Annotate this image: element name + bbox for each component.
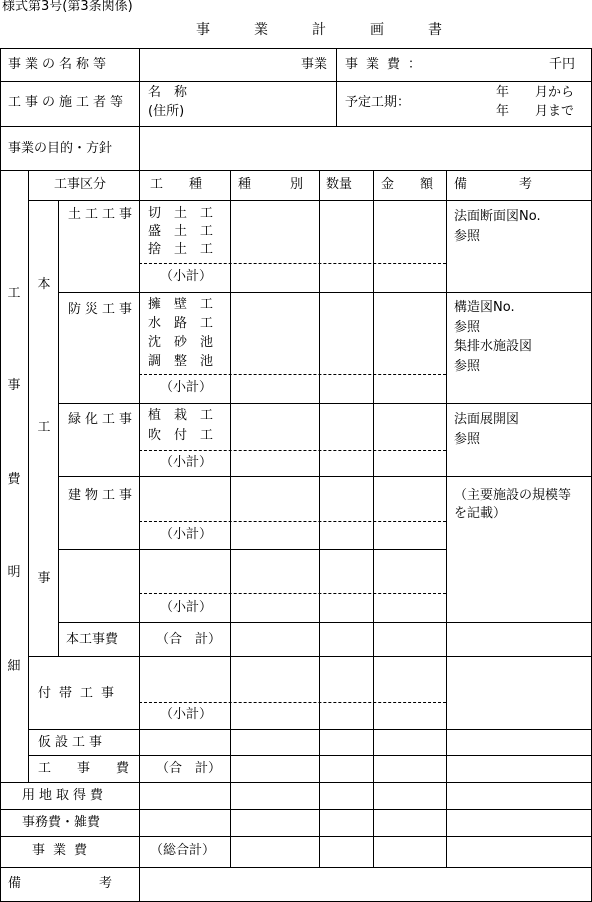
kojihi-sum: （合 計） [156,761,222,776]
contractor-label: 工事の施工者等 [8,95,128,110]
doboku-label: 土工工事 [68,207,137,222]
period-from: 年 月から [496,85,575,100]
doboku-subtotal: （小計） [160,269,213,284]
tatemono-subtotal: （小計） [160,527,213,542]
tatemono-label: 建物工事 [68,488,137,503]
col-head-shu: 工 種 [150,177,203,192]
ryokka-note: 法面展開図 [454,412,520,427]
bosai-label: 防災工事 [68,302,137,317]
col-head-kubun: 工事区分 [54,177,107,192]
tatemono-note: を記載） [454,506,507,521]
yochi-label: 用地取得費 [22,788,108,803]
hon-label-char: 工 [37,420,51,435]
futai-subtotal: （小計） [160,707,213,722]
purpose-label: 事業の目的・方針 [8,141,113,156]
col-head-biko: 備 考 [454,177,533,192]
side-label-char: 工 [7,286,21,301]
bosai-item: 擁 壁 工 [148,297,214,312]
ryokka-item: 植 栽 工 [148,408,214,423]
contractor-address-label: (住所) [148,104,185,119]
hon-label-char: 本 [37,277,51,292]
doboku-note: 法面断面図No. [454,209,541,224]
blank-subtotal: （小計） [160,600,213,615]
page-title: 事業計画書 [196,22,486,38]
doboku-item: 盛 土 工 [148,224,214,239]
side-label-char: 事 [7,378,21,393]
period-label: 予定工期： [345,95,411,110]
contractor-name-label: 名 称 [148,85,188,100]
period-to: 年 月まで [496,104,575,119]
honkoji-label: 本工事費 [66,632,119,647]
bosai-note: 構造図No. [454,300,515,315]
jigyohi-label: 事業費 [32,843,96,858]
col-head-suryo: 数量 [326,177,353,192]
project-cost-label: 事業費： [345,57,430,72]
bosai-item: 沈 砂 池 [148,335,214,350]
doboku-item: 切 土 工 [148,206,214,221]
doboku-item: 捨 土 工 [148,242,214,257]
bosai-item: 調 整 池 [148,354,214,369]
ryokka-label: 緑化工事 [68,412,137,427]
side-label-char: 費 [7,472,21,487]
cost-unit: 千円 [549,57,576,72]
side-label-char: 細 [7,659,21,674]
col-head-kingaku: 金 額 [381,177,434,192]
kasetsu-label: 仮設工事 [38,735,107,750]
doboku-note: 参照 [454,229,481,244]
hon-label-char: 事 [37,571,51,586]
remarks-label: 備 考 [8,876,113,891]
col-head-shubetsu: 種 別 [238,177,304,192]
ryokka-item: 吹 付 工 [148,428,214,443]
bosai-subtotal: （小計） [160,380,213,395]
jimuhi-label: 事務費・雑費 [22,815,101,830]
side-label-char: 明 [7,565,21,580]
bosai-note: 参照 [454,320,481,335]
bosai-note: 集排水施設図 [454,339,533,354]
total-sum: （総合計） [150,843,216,858]
tatemono-note: （主要施設の規模等 [454,488,572,503]
form-number: 様式第3号(第3条関係) [2,0,133,14]
bosai-note: 参照 [454,359,481,374]
project-name-label: 事業の名称等 [8,57,111,72]
honkoji-sum: （合 計） [156,632,222,647]
ryokka-subtotal: （小計） [160,455,213,470]
kojihi-label: 工 事 費 [38,761,130,776]
ryokka-note: 参照 [454,432,481,447]
bosai-item: 水 路 工 [148,316,214,331]
project-suffix: 事業 [301,57,328,72]
futai-label: 付帯工事 [38,686,123,701]
